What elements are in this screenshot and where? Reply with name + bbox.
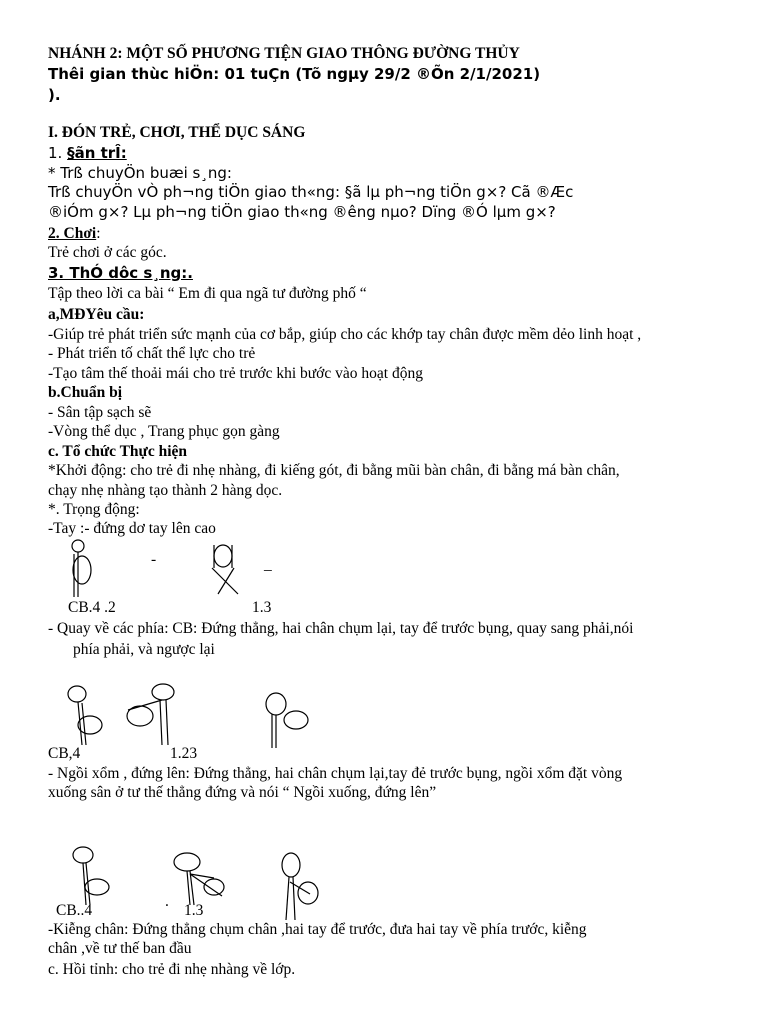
prep-title: b.Chuẩn bị	[48, 384, 123, 401]
figure-leg	[212, 568, 238, 594]
figure-leg	[86, 863, 90, 905]
exercise-song: Tập theo lời ca bài “ Em đi qua ngã tư đường phố “	[48, 285, 367, 302]
fig1-label-start: CB.4 .2	[68, 599, 116, 616]
fig1-label-end: 1.3	[252, 599, 272, 616]
arm-dash-1: -	[151, 551, 157, 568]
time-line: Thêi gian thùc hiÖn: 01 tuÇn (Tõ ngµy 29/2 ®Õn 2/1/2021)	[48, 65, 541, 83]
talk-topic-line-1: Trß chuyÖn vÒ ph¬ng tiÖn giao th«ng: §ã lµ ph¬ng tiÖn g×? Cã ®Æc	[48, 183, 574, 201]
main-exercise-label: *. Trọng động:	[48, 501, 140, 518]
stick-figure-squat-arms-forward	[174, 853, 224, 905]
time-line-end: ).	[48, 86, 61, 104]
figure-arm	[190, 874, 222, 896]
cooldown-line: c. Hồi tỉnh: cho trẻ đi nhẹ nhàng về lớp.	[48, 961, 296, 978]
stick-figure-turn-side	[127, 684, 174, 745]
prep-item: -Vòng thể dục , Trang phục gọn gàng	[48, 423, 280, 440]
arm-dash-2: _	[264, 556, 272, 573]
figure-arms	[73, 556, 91, 584]
figure-head	[68, 686, 86, 702]
stick-figure-arms-up	[212, 545, 238, 594]
figure-body	[160, 700, 162, 745]
org-title: c. Tổ chức Thực hiện	[48, 443, 188, 460]
goals-title: a,MĐYêu cầu:	[48, 306, 145, 323]
talk-topic-line-2: ®iÓm g×? Lµ ph¬ng tiÖn giao th«ng ®êng nµo? Dïng ®Ó lµm g×?	[48, 203, 556, 221]
fig2-label-start: CB,4	[48, 745, 81, 762]
figure-hoop	[127, 706, 153, 726]
play-title: 2. Chơi	[48, 225, 97, 242]
stick-figure-turn-start	[68, 686, 102, 745]
goal-item: -Tạo tâm thế thoải mái cho trẻ trước khi bước vào hoạt động	[48, 365, 423, 382]
squat-line-1: - Ngồi xổm , đứng lên: Đứng thẳng, hai chân chụm lại,tay đẻ trước bụng, ngồi xổm đặt vòng	[48, 765, 623, 782]
figure-head	[282, 853, 300, 877]
stick-figure-squat-start	[73, 847, 109, 905]
figure-head	[73, 847, 93, 863]
prep-item: - Sân tập sạch sẽ	[48, 404, 152, 421]
figure-body	[187, 871, 190, 905]
branch-title: NHÁNH 2: MỘT SỐ PHƯƠNG TIỆN GIAO THÔNG ĐƯỜNG THỦY	[48, 45, 520, 62]
fig3-label-end: 1.3	[184, 902, 204, 919]
play-colon: :	[96, 225, 101, 242]
figure-arm	[128, 700, 162, 710]
play-text: Trẻ chơi ở các góc.	[48, 244, 167, 261]
section-title: I. ĐÓN TRẺ, CHƠI, THỂ DỤC SÁNG	[48, 124, 306, 141]
stick-figure-tiptoe	[282, 853, 318, 920]
welcome-title: §ãn trÎ:	[67, 144, 127, 162]
turn-line-2: phía phải, và ngược lại	[73, 641, 215, 658]
exercise-title: 3. ThÓ dôc s¸ng:.	[48, 264, 193, 282]
figure-hoop	[284, 711, 308, 729]
goal-item: -Giúp trẻ phát triển sức mạnh của cơ bắp, giúp cho các khớp tay chân được mềm dẻo linh hoạt ,	[48, 326, 642, 343]
stick-figure-arms-down	[72, 540, 91, 597]
arm-exercise: -Tay :- đứng dơ tay lên cao	[48, 520, 216, 537]
tiptoe-line-1: -Kiễng chân: Đứng thẳng chụm chân ,hai tay để trước, đưa hai tay về phía trước, kiễng	[48, 921, 587, 938]
squat-line-2: xuống sân ở tư thế thẳng đứng và nói “ Ngồi xuống, đứng lên”	[48, 784, 437, 801]
figure-head	[214, 545, 232, 567]
fig2-label-end: 1.23	[170, 745, 198, 762]
turn-line-1: - Quay về các phía: CB: Đứng thẳng, hai chân chụm lại, tay để trước bụng, quay sang phải,nói	[48, 620, 634, 637]
figure-head	[266, 693, 286, 715]
figure-head	[72, 540, 84, 552]
morning-talk-line: * Trß chuyÖn buæi s¸ng:	[48, 164, 232, 182]
figure-head	[152, 684, 174, 700]
stick-figure-turn-right	[266, 693, 308, 748]
figure-hoop	[204, 879, 224, 895]
figure-hoop	[78, 716, 102, 734]
figure-leg	[82, 703, 86, 745]
welcome-number: 1.	[48, 144, 68, 162]
warmup-line-1: *Khởi động: cho trẻ đi nhẹ nhàng, đi kiếng gót, đi bằng mũi bàn chân, đi bằng má bàn chân,	[48, 462, 620, 479]
goal-item: - Phát triển tố chất thể lực cho trẻ	[48, 345, 256, 362]
fig3-label-start: CB..4	[56, 902, 93, 919]
figure-leg	[166, 700, 168, 745]
figure-body	[286, 877, 289, 920]
figure-head	[174, 853, 200, 871]
tiptoe-line-2: chân ,về tư thế ban đầu	[48, 940, 192, 957]
fig3-dot: .	[165, 893, 169, 910]
warmup-line-2: chạy nhẹ nhàng tạo thành 2 hàng dọc.	[48, 482, 283, 499]
figure-leg	[218, 568, 234, 594]
